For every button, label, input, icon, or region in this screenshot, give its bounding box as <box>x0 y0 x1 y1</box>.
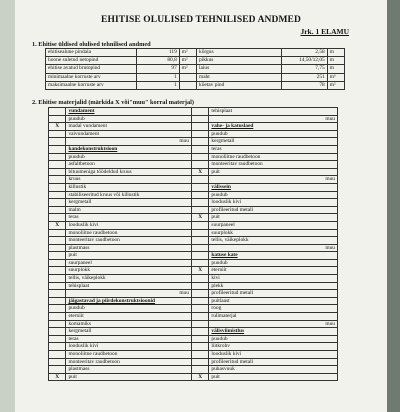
section2-heading: 2. Ehitise materjalid (märkida X või"muu" korral materjal) <box>32 99 194 106</box>
materials-row <box>49 282 338 290</box>
left-material-label: plastmass <box>66 244 191 252</box>
materials-row <box>49 351 338 359</box>
right-material-label: puit <box>209 214 338 222</box>
left-checkmark <box>49 244 66 252</box>
left-material-label: malm <box>66 206 191 214</box>
general-value: 2,58 <box>281 49 327 57</box>
right-material-label: monteeritav raudbetoon <box>209 161 338 169</box>
general-value: 97 <box>137 65 179 73</box>
general-value: 78 <box>281 81 327 89</box>
right-checkmark <box>191 252 208 260</box>
general-unit <box>179 81 196 89</box>
right-material-label: puudub <box>209 335 338 343</box>
left-material-label: monoliitne raudbetoon <box>66 351 191 359</box>
right-material-label: suurplokk <box>209 229 338 237</box>
right-material-label: puudub <box>209 259 338 267</box>
left-checkmark <box>49 161 66 169</box>
left-checkmark: X <box>49 221 66 229</box>
materials-row <box>49 290 338 298</box>
document-title: EHITISE OLULISED TEHNILISED ANDMED <box>101 15 301 25</box>
right-material-label: kivi <box>209 275 338 283</box>
materials-row <box>49 305 338 313</box>
right-checkmark <box>191 313 208 321</box>
background-edge <box>387 0 400 412</box>
general-unit: m² <box>179 65 196 73</box>
left-checkmark <box>49 183 66 191</box>
materials-row <box>49 161 338 169</box>
materials-row <box>49 237 338 245</box>
left-material-label: monteeritav raudbetoon <box>66 237 191 245</box>
right-material-label: monoliitne raudbetoon <box>209 153 338 161</box>
materials-row <box>49 252 338 260</box>
left-material-label: komamiks <box>66 320 191 328</box>
general-table-row <box>46 57 345 65</box>
general-unit: m² <box>179 49 196 57</box>
left-material-label: madal vundament <box>66 123 191 131</box>
materials-row <box>49 297 338 305</box>
right-checkmark <box>191 153 208 161</box>
general-unit: m <box>327 49 344 57</box>
left-checkmark <box>49 199 66 207</box>
left-category-heading: vundament <box>66 108 191 116</box>
right-checkmark <box>191 221 208 229</box>
right-checkmark <box>191 176 208 184</box>
right-material-label: puitlaast <box>209 297 338 305</box>
right-checkmark <box>191 138 208 146</box>
general-key: kõetav pind <box>197 81 282 89</box>
right-checkmark: X <box>191 214 208 222</box>
left-category-heading: kandekonstruktsioon <box>66 145 191 153</box>
right-checkmark: X <box>191 267 208 275</box>
right-checkmark <box>191 328 208 336</box>
materials-row <box>49 214 338 222</box>
left-material-label: puit <box>66 252 191 260</box>
right-material-label: muu <box>209 320 338 328</box>
right-checkmark <box>191 206 208 214</box>
right-category-heading: välisviimistlus <box>209 328 338 336</box>
materials-row <box>49 199 338 207</box>
left-checkmark <box>49 153 66 161</box>
left-material-label: asfaltbetoon <box>66 161 191 169</box>
right-material-label: muu <box>209 244 338 252</box>
left-material-label: monoliitne raudbetoon <box>66 229 191 237</box>
left-checkmark <box>49 206 66 214</box>
left-checkmark <box>49 358 66 366</box>
left-material-label: looduslik kivi <box>66 221 191 229</box>
materials-row <box>49 153 338 161</box>
right-checkmark <box>191 320 208 328</box>
general-unit: m² <box>179 57 196 65</box>
general-value: 7,75 <box>281 65 327 73</box>
materials-row <box>49 138 338 146</box>
general-unit: m² <box>327 81 344 89</box>
left-material-label: puudub <box>66 153 191 161</box>
left-checkmark <box>49 343 66 351</box>
right-material-label: puudub <box>209 130 338 138</box>
left-checkmark <box>49 130 66 138</box>
left-material-label: suurpaneel <box>66 259 191 267</box>
right-checkmark <box>191 290 208 298</box>
general-key: ehitise avatud brutopind <box>46 65 137 73</box>
right-checkmark <box>191 366 208 374</box>
general-data-table <box>45 48 345 90</box>
general-key: minimaalne korruste arv <box>46 73 137 81</box>
left-checkmark <box>49 259 66 267</box>
left-material-label: eterniit <box>66 313 191 321</box>
left-checkmark <box>49 176 66 184</box>
general-value: 119 <box>137 49 179 57</box>
left-material-label: stabiliseeritud kruus või killustik <box>66 191 191 199</box>
left-checkmark <box>49 145 66 153</box>
right-material-label: tellis, väikeplokk <box>209 237 338 245</box>
general-table-row <box>46 65 345 73</box>
materials-row <box>49 123 338 131</box>
general-key: hoone suletud netopind <box>46 57 137 65</box>
document-subtitle: Jrk. 1 ELAMU <box>300 27 349 36</box>
materials-row <box>49 183 338 191</box>
right-checkmark <box>191 343 208 351</box>
right-checkmark: X <box>191 373 208 381</box>
left-checkmark <box>49 297 66 305</box>
general-value: 1 <box>137 81 179 89</box>
materials-row <box>49 366 338 374</box>
right-material-label: suurpaneel <box>209 221 338 229</box>
right-material-label: profileeritud metall <box>209 290 338 298</box>
left-checkmark <box>49 282 66 290</box>
right-material-label: muu <box>209 176 338 184</box>
right-material-label: muu <box>209 115 338 123</box>
right-category-heading: vahe- ja katuslaed <box>209 123 338 131</box>
general-unit <box>179 73 196 81</box>
materials-row <box>49 275 338 283</box>
right-checkmark <box>191 183 208 191</box>
left-material-label: kruus <box>66 176 191 184</box>
right-checkmark <box>191 145 208 153</box>
right-material-label: profileeritud metall <box>209 358 338 366</box>
materials-row <box>49 320 338 328</box>
left-material-label: tellis, väikeplokk <box>66 275 191 283</box>
left-checkmark <box>49 351 66 359</box>
left-checkmark <box>49 191 66 199</box>
right-checkmark <box>191 305 208 313</box>
left-checkmark <box>49 305 66 313</box>
right-material-label: puhasvuuk <box>209 366 338 374</box>
left-checkmark <box>49 328 66 336</box>
general-key: pikkus <box>197 57 282 65</box>
right-checkmark <box>191 108 208 116</box>
left-checkmark <box>49 313 66 321</box>
materials-row <box>49 229 338 237</box>
materials-row <box>49 145 338 153</box>
right-material-label: roog <box>209 305 338 313</box>
left-material-label: monteeritav raudbetoon <box>66 358 191 366</box>
left-material-label: killustik <box>66 183 191 191</box>
left-material-label: vaivundament <box>66 130 191 138</box>
right-material-label: kergmetall <box>209 138 338 146</box>
right-checkmark <box>191 161 208 169</box>
right-checkmark <box>191 259 208 267</box>
left-checkmark <box>49 115 66 123</box>
left-material-label: looduslik kivi <box>66 343 191 351</box>
right-material-label: tehisplaat <box>209 108 338 116</box>
right-category-heading: välissein <box>209 183 338 191</box>
general-value: 14,50/12,05 <box>281 57 327 65</box>
left-checkmark <box>49 320 66 328</box>
right-checkmark <box>191 351 208 359</box>
general-unit: m <box>327 57 344 65</box>
left-checkmark <box>49 290 66 298</box>
materials-row <box>49 267 338 275</box>
right-checkmark <box>191 130 208 138</box>
left-material-label: tehisplaat <box>66 282 191 290</box>
right-checkmark <box>191 244 208 252</box>
right-checkmark <box>191 123 208 131</box>
right-material-label: puit <box>209 168 338 176</box>
materials-row <box>49 328 338 336</box>
general-key: laius <box>197 65 282 73</box>
right-checkmark: X <box>191 168 208 176</box>
left-checkmark: X <box>49 123 66 131</box>
left-checkmark: X <box>49 373 66 381</box>
materials-row <box>49 168 338 176</box>
right-category-heading: katuse kate <box>209 252 338 260</box>
right-material-label: eterniit <box>209 267 338 275</box>
general-table-row <box>46 73 345 81</box>
general-key: maksimaalne korruste arv <box>46 81 137 89</box>
general-value: 251 <box>281 73 327 81</box>
left-checkmark <box>49 214 66 222</box>
right-checkmark <box>191 115 208 123</box>
general-table-row <box>46 81 345 89</box>
section1-heading: 1. Ehitise üldised olulised tehnilised andmed <box>32 41 151 48</box>
right-checkmark <box>191 191 208 199</box>
right-checkmark <box>191 358 208 366</box>
general-key: ehitisealune pindala <box>46 49 137 57</box>
left-material-label: kergmetall <box>66 328 191 336</box>
materials-row <box>49 373 338 381</box>
left-checkmark <box>49 168 66 176</box>
left-checkmark <box>49 138 66 146</box>
right-material-label: liitkrohv <box>209 343 338 351</box>
materials-row <box>49 244 338 252</box>
general-key: maht <box>197 73 282 81</box>
right-material-label: looduslik kivi <box>209 351 338 359</box>
left-material-label: muu <box>66 290 191 298</box>
general-table-row <box>46 49 345 57</box>
right-checkmark <box>191 335 208 343</box>
document-page <box>15 0 387 412</box>
materials-row <box>49 108 338 116</box>
left-checkmark <box>49 366 66 374</box>
left-material-label: bituumeniga töödeldud kruus <box>66 168 191 176</box>
left-checkmark <box>49 237 66 245</box>
right-material-label: teras <box>209 145 338 153</box>
right-material-label: plekk <box>209 282 338 290</box>
left-checkmark <box>49 275 66 283</box>
materials-row <box>49 176 338 184</box>
left-material-label: plastmass <box>66 366 191 374</box>
right-checkmark <box>191 229 208 237</box>
general-value: 80,8 <box>137 57 179 65</box>
materials-row <box>49 259 338 267</box>
materials-row <box>49 313 338 321</box>
materials-row <box>49 191 338 199</box>
left-checkmark <box>49 252 66 260</box>
right-checkmark <box>191 199 208 207</box>
left-checkmark <box>49 267 66 275</box>
left-material-label: kergmetall <box>66 199 191 207</box>
general-unit: m³ <box>327 73 344 81</box>
general-key: kõrgus <box>197 49 282 57</box>
left-material-label: teras <box>66 214 191 222</box>
left-material-label: muu <box>66 138 191 146</box>
left-material-label: teras <box>66 335 191 343</box>
left-checkmark <box>49 229 66 237</box>
materials-row <box>49 335 338 343</box>
right-material-label: looduslik kivi <box>209 199 338 207</box>
right-material-label: rullmaterjal <box>209 313 338 321</box>
general-unit: m <box>327 65 344 73</box>
materials-row <box>49 358 338 366</box>
left-material-label: puit <box>66 373 191 381</box>
left-material-label: puudub <box>66 115 191 123</box>
left-checkmark <box>49 108 66 116</box>
right-material-label: puit <box>209 373 338 381</box>
materials-row <box>49 115 338 123</box>
right-checkmark <box>191 297 208 305</box>
right-material-label: puudub <box>209 191 338 199</box>
right-checkmark <box>191 282 208 290</box>
materials-row <box>49 206 338 214</box>
left-category-heading: jäigastavad ja piirdekonstruktsioonid <box>66 297 191 305</box>
right-material-label: profileeritud metall <box>209 206 338 214</box>
right-checkmark <box>191 275 208 283</box>
left-checkmark <box>49 335 66 343</box>
left-material-label: suurplokk <box>66 267 191 275</box>
left-material-label: puudub <box>66 305 191 313</box>
materials-row <box>49 343 338 351</box>
materials-table <box>48 107 338 381</box>
general-value: 1 <box>137 73 179 81</box>
materials-row <box>49 130 338 138</box>
right-checkmark <box>191 237 208 245</box>
materials-row <box>49 221 338 229</box>
